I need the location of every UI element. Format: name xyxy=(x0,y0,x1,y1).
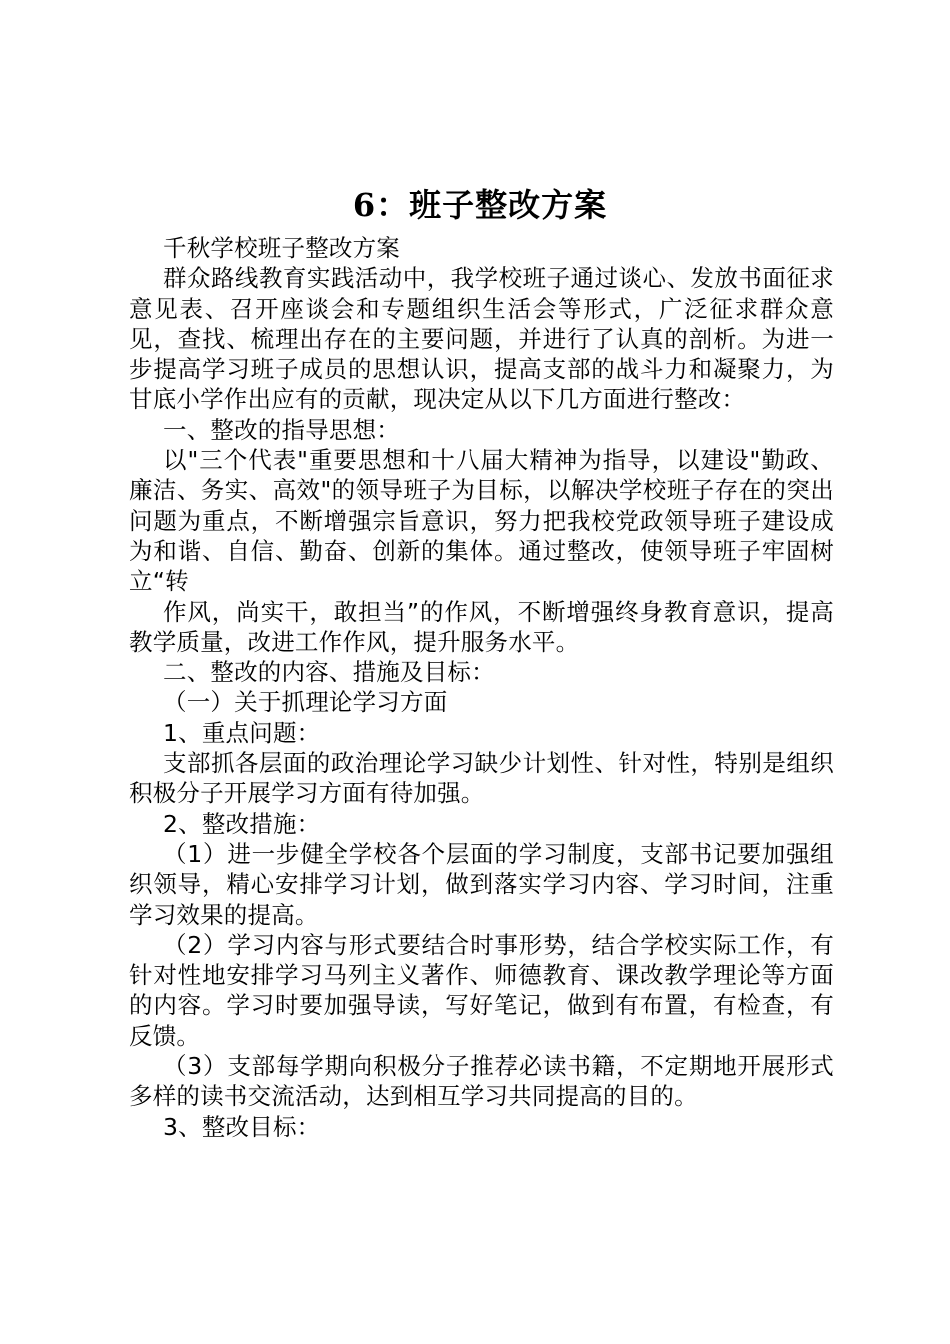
heading-goals: 3、整改目标： xyxy=(163,1112,321,1141)
paragraph-guiding-ideology-cont: 作风，尚实干，敢担当”的作风，不断增强终身教育意识，提高教学质量，改进工作作风，提升服务水平。 xyxy=(129,597,834,656)
paragraph-intro: 群众路线教育实践活动中，我学校班子通过谈心、发放书面征求意见表、召开座谈会和专题组织生活会等形式，广泛征求群众意见，查找、梳理出存在的主要问题，并进行了认真的剖析。为进一步提高学习班子成员的思想认识，提高支部的战斗力和凝聚力，为甘底小学作出应有的贡献，现决定从以下几方面进行整改： xyxy=(129,264,834,414)
paragraph-school-plan-title: 千秋学校班子整改方案 xyxy=(163,234,400,262)
heading-content-measures-goals: 二、整改的内容、措施及目标： xyxy=(163,658,495,687)
title-text: ：班子整改方案 xyxy=(376,186,608,224)
heading-guiding-ideology: 一、整改的指导思想： xyxy=(163,415,400,444)
heading-measures: 2、整改措施： xyxy=(163,809,321,838)
paragraph-guiding-ideology: 以"三个代表"重要思想和十八届大精神为指导，以建设"勤政、廉洁、务实、高效"的领导班子为目标，以解决学校班子存在的突出问题为重点，不断增强宗旨意识，努力把我校党政领导班子建设成为和谐、自信、勤奋、创新的集体。通过整改，使领导班子牢固树立“转 xyxy=(129,446,834,596)
paragraph-key-issues: 支部抓各层面的政治理论学习缺少计划性、针对性，特别是组织积极分子开展学习方面有待加强。 xyxy=(129,749,834,808)
title-number: 6 xyxy=(352,186,377,224)
heading-key-issues: 1、重点问题： xyxy=(163,718,321,747)
document-title xyxy=(0,182,950,228)
paragraph-measure-2: （2）学习内容与形式要结合时事形势，结合学校实际工作，有针对性地安排学习马列主义著作、师德教育、课改教学理论等方面的内容。学习时要加强导读，写好笔记，做到有布置，有检查，有反馈。 xyxy=(129,930,834,1050)
paragraph-measure-3: （3）支部每学期向积极分子推荐必读书籍，不定期地开展形式多样的读书交流活动，达到相互学习共同提高的目的。 xyxy=(129,1052,834,1111)
paragraph-measure-1: （1）进一步健全学校各个层面的学习制度，支部书记要加强组织领导，精心安排学习计划，做到落实学习内容、学习时间，注重学习效果的提高。 xyxy=(129,839,834,929)
subheading-theory-study: （一）关于抓理论学习方面 xyxy=(163,688,448,717)
document-body xyxy=(129,233,834,1142)
